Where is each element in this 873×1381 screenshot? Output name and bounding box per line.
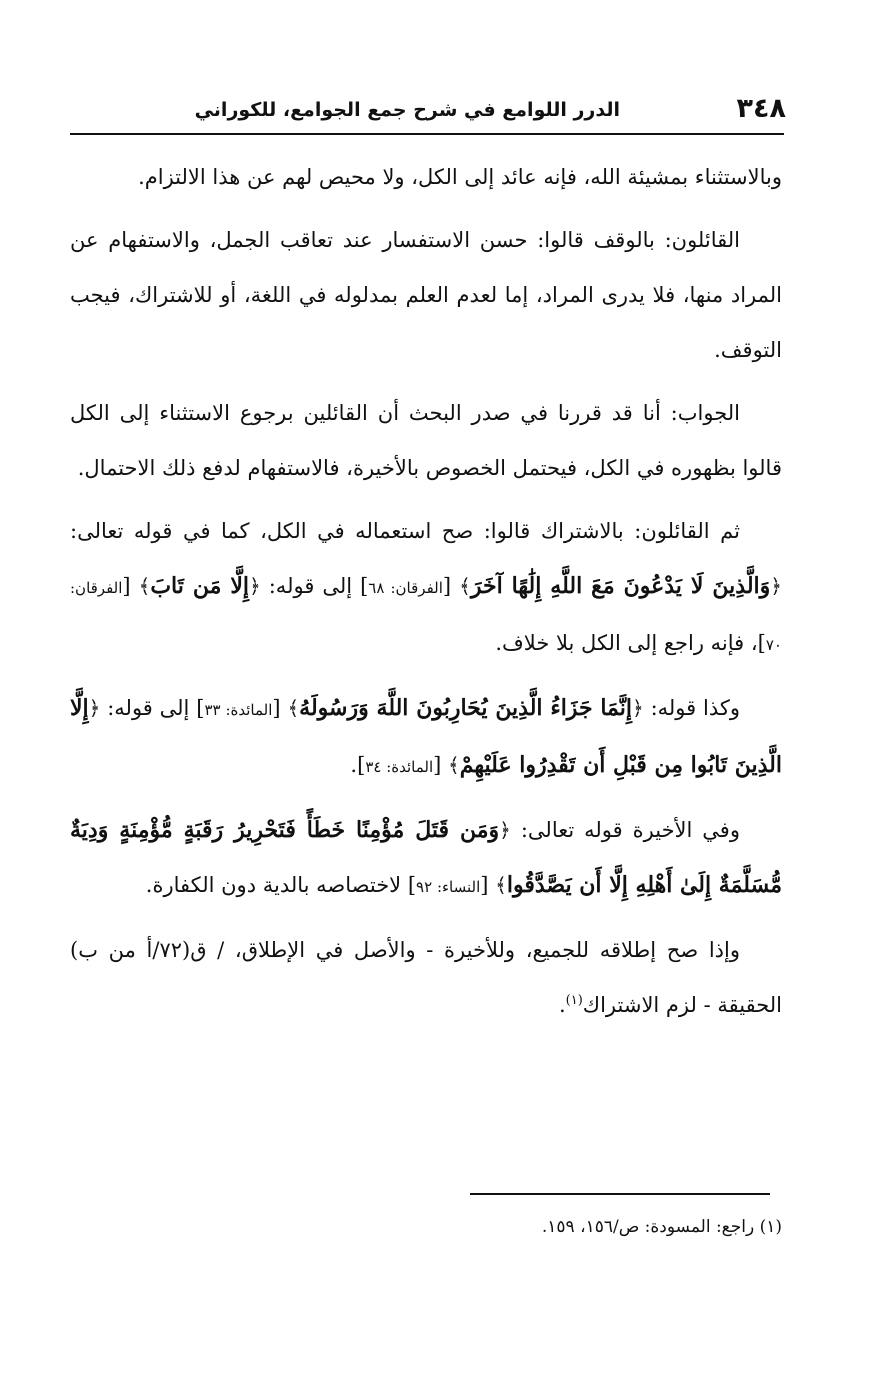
paragraph-1	[70, 150, 782, 205]
paragraph-text: .	[350, 753, 358, 777]
verse-open-ornament: ﴿	[499, 818, 511, 842]
paragraph-text: وكذا قوله:	[650, 696, 740, 720]
paragraph-5	[70, 681, 782, 795]
verse-open-ornament: ﴿	[770, 574, 782, 598]
verse-close-ornament: ﴾	[138, 574, 151, 598]
paragraph-7	[70, 923, 782, 1033]
quran-verse: وَالَّذِينَ لَا يَدْعُونَ مَعَ اللَّهِ إِلَٰهًا آخَرَ	[470, 573, 771, 599]
footnote-marker[interactable]: (١)	[565, 993, 583, 1008]
body-text	[70, 150, 782, 1041]
paragraph-text: إلى قوله:	[107, 696, 190, 720]
verse-close-ornament: ﴾	[459, 574, 471, 598]
verse-reference: [النساء: ٩٢]	[407, 873, 489, 897]
paragraph-text: الجواب: أنا قد قررنا في صدر البحث أن القائلين برجوع الاستثناء إلى الكل قالوا بظهوره في الكل، فيحتمل الخصوص بالأخيرة، فالاستفهام لدفع ذلك الاحتمال.	[70, 401, 782, 480]
page-header	[64, 88, 786, 132]
header-rule	[70, 133, 784, 135]
quran-verse: إِنَّمَا جَزَاءُ الَّذِينَ يُحَارِبُونَ اللَّهَ وَرَسُولَهُ	[299, 695, 633, 721]
paragraph-text: لاختصاصه بالدية دون الكفارة.	[145, 873, 402, 897]
paragraph-text: ، فإنه راجع إلى الكل بلا خلاف.	[495, 631, 758, 655]
verse-reference: [الفرقان: ٧٠]	[70, 574, 782, 655]
footnote	[70, 1212, 782, 1242]
verse-open-ornament: ﴿	[88, 696, 101, 720]
verse-open-ornament: ﴿	[632, 696, 644, 720]
paragraph-text: القائلون: بالوقف قالوا: حسن الاستفسار عند تعاقب الجمل، والاستفهام عن المراد منها، فلا يدرى المراد، إما لعدم العلم بمدلوله في اللغة، أو للاشتراك، فيجب التوقف.	[70, 228, 782, 362]
paragraph-6	[70, 803, 782, 915]
quran-verse: وَمَن قَتَلَ مُؤْمِنًا خَطَأً فَتَحْرِيرُ رَقَبَةٍ مُّؤْمِنَةٍ وَدِيَةٌ مُّسَلَّمَةٌ إِلَىٰ أَهْلِهِ إِلَّا أَن يَصَّدَّقُوا	[70, 817, 782, 898]
footnote-rule	[470, 1193, 770, 1195]
verse-reference: [المائدة: ٣٤]	[357, 753, 442, 777]
verse-reference: [الفرقان: ٦٨]	[360, 574, 452, 598]
verse-close-ornament: ﴾	[495, 873, 507, 897]
paragraph-text: .	[558, 993, 566, 1017]
paragraph-text: وبالاستثناء بمشيئة الله، فإنه عائد إلى الكل، ولا محيص لهم عن هذا الالتزام.	[138, 165, 782, 189]
running-title: الدرر اللوامع في شرح جمع الجوامع، للكوراني	[194, 99, 620, 121]
footnote-text: (١) راجع: المسودة: ص/١٥٦، ١٥٩.	[541, 1217, 782, 1237]
page-number: ٣٤٨	[736, 93, 786, 124]
paragraph-text: وإذا صح إطلاقه للجميع، وللأخيرة - والأصل في الإطلاق، / ق(٧٢/أ من ب) الحقيقة - لزم الاشتراك	[70, 938, 782, 1017]
quran-verse: إِلَّا الَّذِينَ تَابُوا مِن قَبْلِ أَن تَقْدِرُوا عَلَيْهِمْ	[70, 695, 782, 778]
verse-open-ornament: ﴿	[249, 574, 261, 598]
verse-close-ornament: ﴾	[287, 696, 300, 720]
paragraph-text: إلى قوله:	[268, 574, 353, 598]
paragraph-text: وفي الأخيرة قوله تعالى:	[520, 818, 740, 842]
paragraph-2	[70, 213, 782, 378]
paragraph-4	[70, 504, 782, 673]
quran-verse: إِلَّا مَن تَابَ	[150, 573, 250, 599]
verse-reference: [المائدة: ٣٣]	[196, 696, 281, 720]
paragraph-3	[70, 386, 782, 496]
paragraph-text: ثم القائلون: بالاشتراك قالوا: صح استعماله في الكل، كما في قوله تعالى:	[70, 519, 740, 543]
verse-close-ornament: ﴾	[448, 753, 460, 777]
